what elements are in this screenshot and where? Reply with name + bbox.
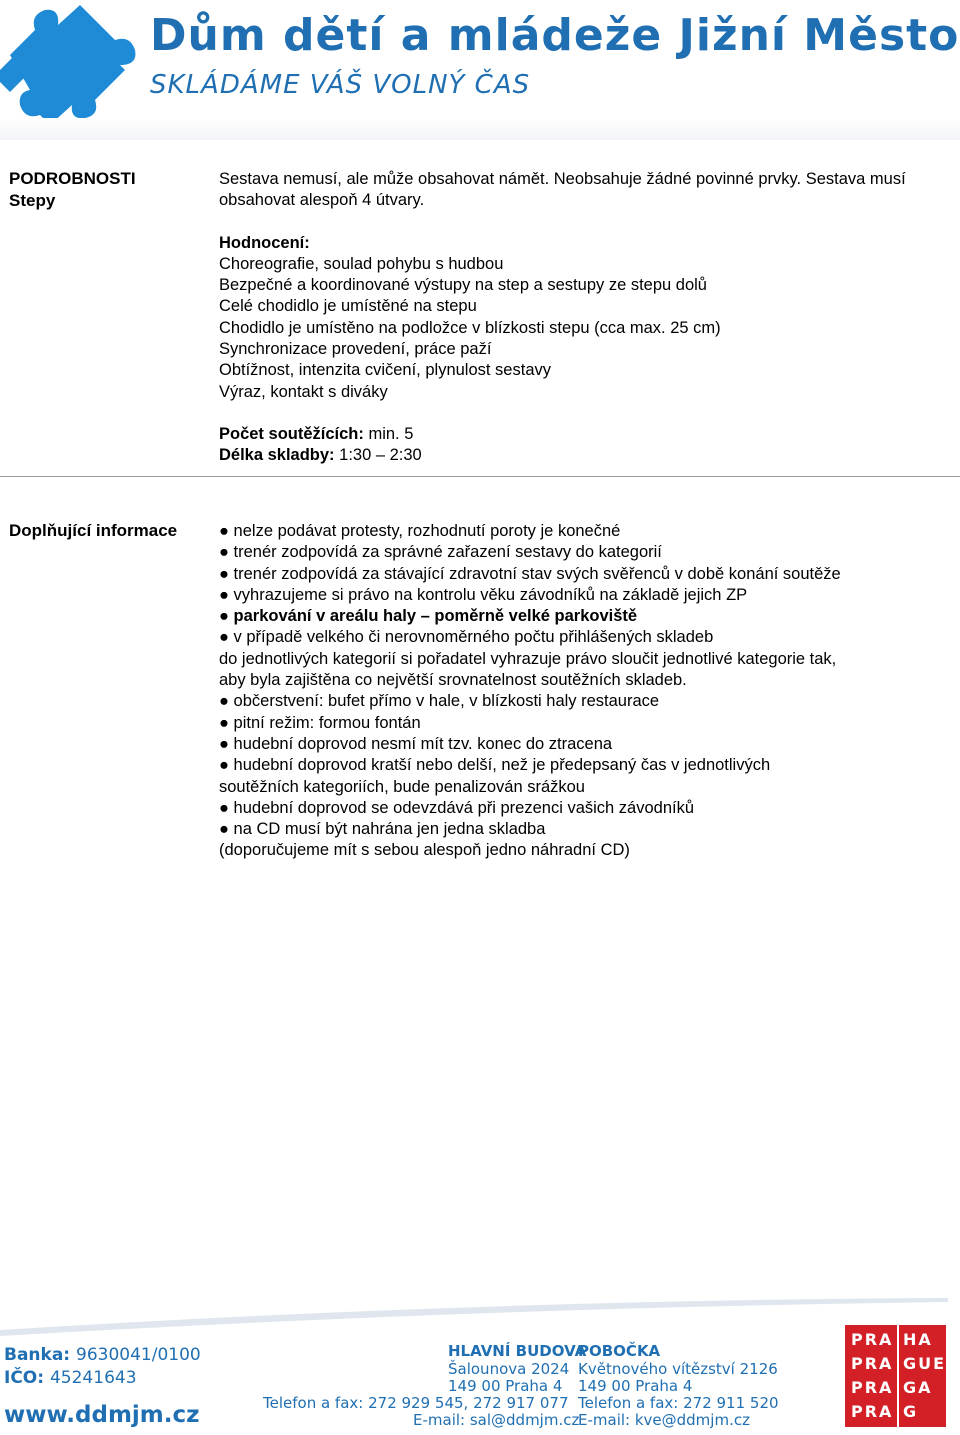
branch-title: POBOČKA [578, 1342, 661, 1360]
info-line: ● trenér zodpovídá za stávající zdravotní stav svých svěřenců v době konání soutěže [219, 564, 841, 583]
details-label [9, 168, 136, 212]
praha-logo-text: G [903, 1402, 919, 1421]
info-line: (doporučujeme mít s sebou alespoň jedno náhradní CD) [219, 841, 630, 860]
branch-street: Květnového vítězství 2126 [578, 1360, 778, 1378]
song-length-value: 1:30 – 2:30 [334, 446, 422, 465]
details-intro: Sestava nemusí, ale může obsahovat námět. Neobsahuje žádné povinné prvky. Sestava musí obsahovat alespoň 4 útvary. [219, 170, 906, 210]
competitor-count [219, 424, 954, 445]
info-line: ● hudební doprovod nesmí mít tzv. konec do ztracena [219, 734, 613, 753]
bank-label: Banka: [4, 1345, 71, 1365]
praha-logo-text: PRA [851, 1402, 894, 1421]
praha-logo-text: PRA [851, 1378, 894, 1397]
info-line: aby byla zajištěna co největší srovnatelnost soutěžních skladeb. [219, 671, 687, 690]
branch-email[interactable]: E-mail: kve@ddmjm.cz [578, 1411, 750, 1429]
competitor-count-label: Počet soutěžících: [219, 424, 364, 443]
rating-item: Choreografie, soulad pohybu s hudbou [219, 254, 504, 273]
details-content [219, 169, 954, 467]
info-line: soutěžních kategoriích, bude penalizován srážkou [219, 777, 585, 796]
info-line: do jednotlivých kategorií si pořadatel vyhrazuje právo sloučit jednotlivé kategorie tak, [219, 649, 837, 668]
ico-value: 45241643 [49, 1368, 137, 1388]
rating-heading: Hodnocení: [219, 233, 310, 252]
main-building-street: Šalounova 2024 [448, 1360, 570, 1378]
praha-logo-text: HA [903, 1330, 933, 1349]
info-line: ● hudební doprovod se odevzdává při prezenci vašich závodníků [219, 798, 695, 817]
branch-phone: Telefon a fax: 272 911 520 [578, 1394, 779, 1412]
rating-item: Celé chodidlo je umístěné na stepu [219, 297, 477, 316]
song-length-label: Délka skladby: [219, 446, 335, 465]
info-label: Doplňující informace [9, 521, 178, 540]
rating-item: Synchronizace provedení, práce paží [219, 340, 492, 359]
praha-logo-text: PRA [851, 1330, 894, 1349]
bank-info [4, 1345, 201, 1365]
info-line-bold [219, 606, 954, 627]
info-line: ● hudební doprovod kratší nebo delší, než je předepsaný čas v jednotlivých [219, 756, 771, 775]
main-building-city: 149 00 Praha 4 [448, 1377, 563, 1395]
main-building-title: HLAVNÍ BUDOVA [448, 1342, 587, 1360]
bank-value: 9630041/0100 [76, 1345, 201, 1365]
song-length [219, 445, 954, 466]
rating-item: Obtížnost, intenzita cvičení, plynulost sestavy [219, 361, 551, 380]
info-line: ● občerstvení: bufet přímo v hale, v blízkosti haly restaurace [219, 692, 660, 711]
info-line: ● pitní režim: formou fontán [219, 713, 421, 732]
puzzle-logo-icon [0, 0, 140, 125]
praha-logo-text: GUE [903, 1354, 947, 1373]
letterhead [0, 0, 960, 140]
ico-label: IČO: [4, 1368, 45, 1388]
praha-logo [845, 1325, 946, 1427]
praha-logo-text: GA [903, 1378, 933, 1397]
main-building-phone: Telefon a fax: 272 929 545, 272 917 077 [263, 1394, 569, 1412]
info-line: ● v případě velkého či nerovnoměrného počtu přihlášených skladeb [219, 628, 714, 647]
website-link[interactable]: www.ddmjm.cz [4, 1402, 200, 1428]
ico-info [4, 1368, 137, 1388]
rating-item: Výraz, kontakt s diváky [219, 382, 388, 401]
branch-city: 149 00 Praha 4 [578, 1377, 693, 1395]
info-line: ● na CD musí být nahrána jen jedna skladba [219, 820, 546, 839]
info-line: ● vyhrazujeme si právo na kontrolu věku závodníků na základě jejich ZP [219, 585, 748, 604]
info-line: ● nelze podávat protesty, rozhodnutí poroty je konečné [219, 522, 621, 540]
details-label-subtitle: Stepy [9, 191, 56, 210]
rating-item: Bezpečné a koordinované výstupy na step a sestupy ze stepu dolů [219, 276, 707, 295]
details-label-title: PODROBNOSTI [9, 169, 136, 188]
organization-slogan: SKLÁDÁME VÁŠ VOLNÝ ČAS [150, 70, 531, 100]
header-fade [0, 118, 960, 140]
competitor-count-value: min. 5 [363, 424, 414, 443]
praha-logo-text: PRA [851, 1354, 894, 1373]
info-content [219, 521, 954, 862]
organization-title: Dům dětí a mládeže Jižní Město [150, 10, 960, 61]
parking-info: ● parkování v areálu haly – poměrně velké parkoviště [219, 607, 638, 626]
main-building-email[interactable]: E-mail: sal@ddmjm.cz [413, 1411, 580, 1429]
info-line: ● trenér zodpovídá za správné zařazení sestavy do kategorií [219, 543, 662, 562]
rating-item: Chodidlo je umístěno na podložce v blízkosti stepu (cca max. 25 cm) [219, 318, 721, 337]
section-divider [0, 476, 960, 477]
